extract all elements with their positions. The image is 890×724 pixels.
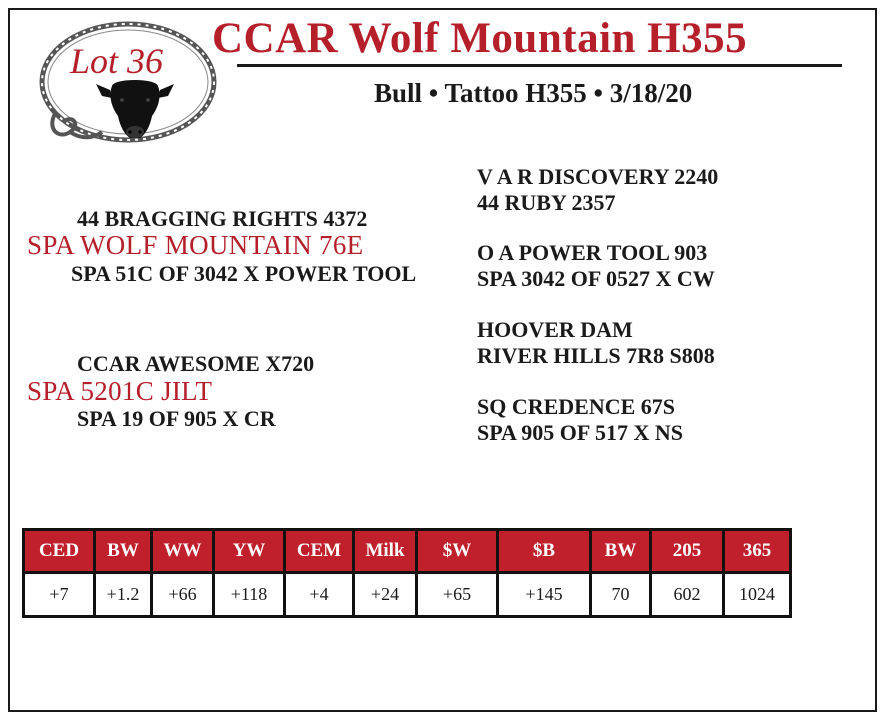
epd-header-cem: CEM: [285, 530, 354, 573]
epd-header-birth-weight: BW: [591, 530, 651, 573]
sire-dam-dam: SPA 3042 OF 0527 X CW: [477, 266, 715, 291]
sire-dam-sire: O A POWER TOOL 903: [477, 240, 708, 265]
epd-value-w-index: +65: [417, 573, 498, 617]
sire-name: SPA WOLF MOUNTAIN 76E: [27, 230, 364, 260]
epd-header-b-index: $B: [498, 530, 591, 573]
epd-value-row: [24, 573, 791, 617]
epd-value-b-index: +145: [498, 573, 591, 617]
sire-sire-sire: V A R DISCOVERY 2240: [477, 164, 719, 189]
epd-value-ww: +66: [152, 573, 214, 617]
dam-sire-sire: HOOVER DAM: [477, 317, 633, 342]
epd-value-birth-weight: 70: [591, 573, 651, 617]
dam-name: SPA 5201C JILT: [27, 376, 213, 406]
epd-header-bw: BW: [95, 530, 152, 573]
sire-sire: 44 BRAGGING RIGHTS 4372: [77, 206, 368, 231]
epd-header-milk: Milk: [354, 530, 417, 573]
epd-value-cem: +4: [285, 573, 354, 617]
sire-sire-dam: 44 RUBY 2357: [477, 190, 616, 215]
epd-value-bw: +1.2: [95, 573, 152, 617]
dam-dam-dam: SPA 905 OF 517 X NS: [477, 420, 683, 445]
epd-table: [22, 528, 792, 618]
epd-header-yw: YW: [214, 530, 285, 573]
animal-details: Bull • Tattoo H355 • 3/18/20: [374, 78, 693, 108]
epd-header-w-index: $W: [417, 530, 498, 573]
lariat-logo-icon: [36, 16, 226, 154]
epd-value-ced: +7: [24, 573, 95, 617]
animal-name-title: CCAR Wolf Mountain H355: [212, 15, 748, 62]
lot-number: Lot 36: [70, 41, 164, 81]
epd-header-365: 365: [724, 530, 791, 573]
epd-header-ced: CED: [24, 530, 95, 573]
sire-dam: SPA 51C OF 3042 X POWER TOOL: [71, 261, 417, 286]
epd-value-365: 1024: [724, 573, 791, 617]
dam-dam: SPA 19 OF 905 X CR: [77, 406, 276, 431]
dam-dam-sire: SQ CREDENCE 67S: [477, 394, 676, 419]
dam-sire: CCAR AWESOME X720: [77, 351, 315, 376]
epd-value-205: 602: [651, 573, 724, 617]
title-underline: [237, 64, 842, 67]
epd-value-milk: +24: [354, 573, 417, 617]
epd-header-row: [24, 530, 791, 573]
epd-header-205: 205: [651, 530, 724, 573]
epd-header-ww: WW: [152, 530, 214, 573]
dam-sire-dam: RIVER HILLS 7R8 S808: [477, 343, 715, 368]
epd-value-yw: +118: [214, 573, 285, 617]
